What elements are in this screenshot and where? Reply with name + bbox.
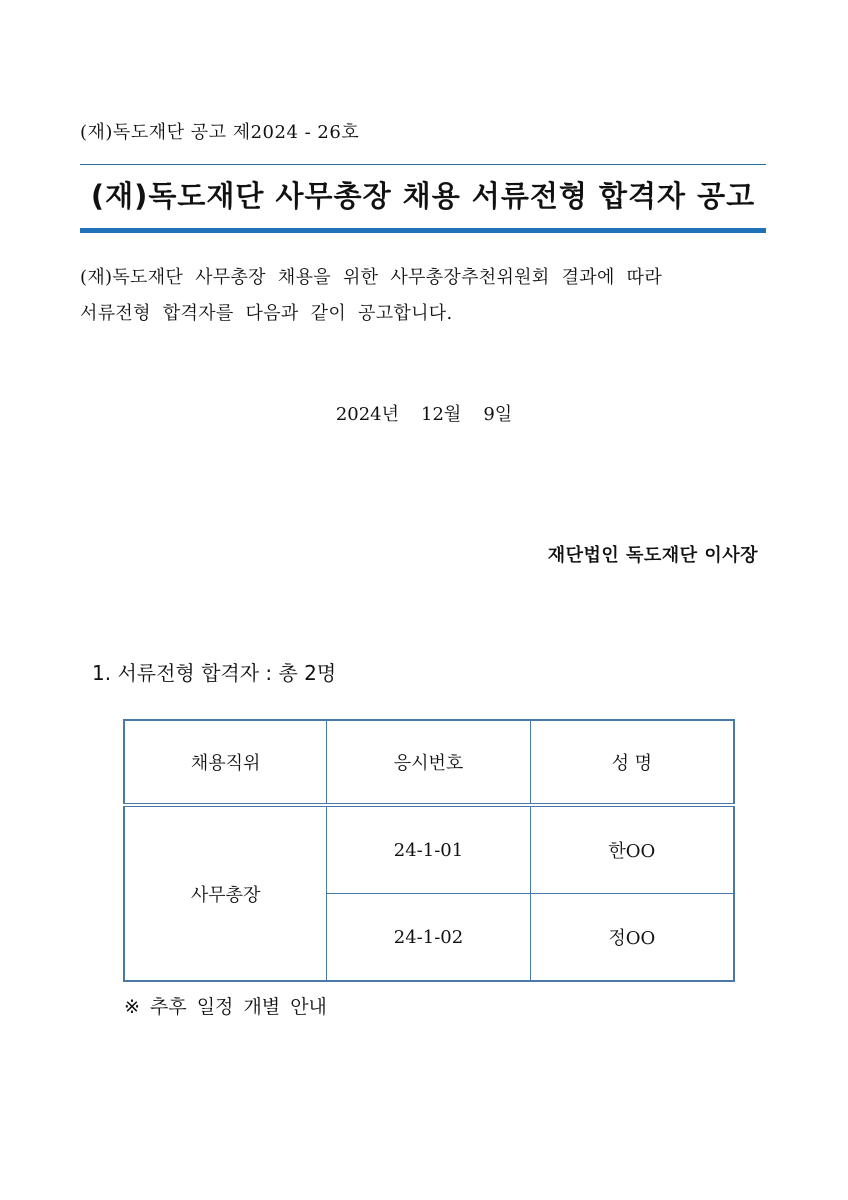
header-exam-number: 응시번호 <box>327 720 530 805</box>
announcement-date <box>0 400 848 426</box>
cell-name: 정OO <box>530 894 734 982</box>
header-name: 성 명 <box>530 720 734 805</box>
cell-exam-number: 24-1-01 <box>327 805 530 894</box>
cell-exam-number: 24-1-02 <box>327 894 530 982</box>
table-header-row <box>124 720 734 805</box>
intro-paragraph <box>80 260 770 332</box>
cell-name: 한OO <box>530 805 734 894</box>
title-bottom-rule <box>80 228 766 233</box>
date-day: 9일 <box>483 404 513 425</box>
date-year: 2024년 <box>335 404 400 425</box>
date-month: 12월 <box>421 404 462 425</box>
intro-line-2: 서류전형 합격자를 다음과 같이 공고합니다. <box>80 303 453 324</box>
signer: 재단법인 독도재단 이사장 <box>547 545 758 566</box>
result-table <box>123 719 735 982</box>
intro-line-1: (재)독도재단 사무총장 채용을 위한 사무총장추천위원회 결과에 따라 <box>80 267 663 288</box>
page-title: (재)독도재단 사무총장 채용 서류전형 합격자 공고 <box>90 179 756 213</box>
cell-position: 사무총장 <box>124 805 327 981</box>
schedule-note: ※ 추후 일정 개별 안내 <box>124 996 327 1018</box>
title-top-rule <box>80 164 766 165</box>
header-position: 채용직위 <box>124 720 327 805</box>
table-row <box>124 805 734 894</box>
notice-number: (재)독도재단 공고 제2024 - 26호 <box>80 122 360 143</box>
section-heading: 1. 서류전형 합격자 : 총 2명 <box>92 661 337 685</box>
